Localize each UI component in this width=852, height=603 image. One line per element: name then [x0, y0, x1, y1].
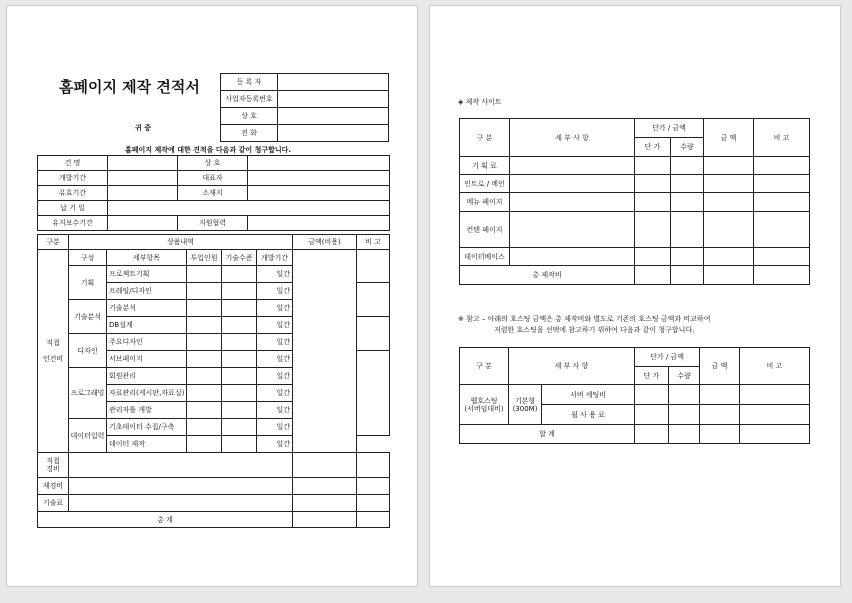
period-cell[interactable]: 일간 — [257, 419, 293, 436]
header-amount: 금액(비용) — [293, 235, 357, 250]
price-cell[interactable] — [635, 212, 671, 248]
header-remarks: 비 고 — [754, 119, 810, 157]
staff-cell[interactable] — [187, 351, 222, 368]
item-label: 관리자툴 개발 — [107, 402, 187, 419]
amount-cell[interactable] — [704, 157, 754, 175]
price-cell[interactable] — [635, 157, 671, 175]
group-label: 디자인 — [69, 334, 107, 368]
period-cell[interactable]: 일간 — [257, 385, 293, 402]
header-remarks: 비 고 — [357, 235, 390, 250]
detail-cell[interactable] — [510, 175, 635, 193]
detail-cell[interactable] — [510, 157, 635, 175]
info-value[interactable] — [248, 186, 390, 201]
supplier-value[interactable] — [278, 74, 389, 91]
hosting-item-label: 서버 세팅비 — [542, 385, 635, 405]
estimate-page-2 — [429, 5, 841, 587]
period-cell[interactable]: 일간 — [257, 402, 293, 419]
detail-cell[interactable] — [510, 212, 635, 248]
direct-expense-detail[interactable] — [69, 453, 293, 478]
qty-cell[interactable] — [671, 266, 704, 285]
detail-cell[interactable] — [510, 248, 635, 266]
remarks-cell[interactable] — [357, 495, 390, 512]
subheader-detail: 세부항목 — [107, 250, 187, 266]
amount-cell[interactable] — [704, 193, 754, 212]
row-label: 컨텐 페이지 — [460, 212, 510, 248]
skill-cell[interactable] — [222, 317, 257, 334]
amount-cell[interactable] — [704, 266, 754, 285]
supplier-field: 상 호 — [221, 108, 278, 125]
site-cost-table — [459, 118, 810, 285]
qty-cell[interactable] — [671, 212, 704, 248]
remarks-cell[interactable] — [754, 157, 810, 175]
qty-cell[interactable] — [669, 425, 700, 444]
info-value[interactable] — [108, 201, 390, 216]
amount-cell[interactable] — [700, 425, 740, 444]
header-quantity: 수량 — [671, 138, 704, 157]
header-category: 구분 — [38, 235, 69, 250]
qty-cell[interactable] — [671, 193, 704, 212]
amount-cell[interactable] — [704, 175, 754, 193]
remarks-cell[interactable] — [754, 175, 810, 193]
info-value[interactable] — [248, 156, 390, 171]
info-table — [37, 155, 390, 231]
item-label: 프레임/디자인 — [107, 283, 187, 300]
overhead-amount[interactable] — [293, 478, 357, 495]
staff-cell[interactable] — [187, 436, 222, 453]
staff-cell[interactable] — [187, 385, 222, 402]
remarks-cell[interactable] — [740, 425, 810, 444]
subheader-staff: 투입인원 — [187, 250, 222, 266]
item-label: 기술분석 — [107, 300, 187, 317]
detail-cell[interactable] — [510, 193, 635, 212]
remarks-cell[interactable] — [357, 317, 390, 351]
header-unit-amount: 단가 / 금액 — [635, 119, 704, 138]
item-label: 기초데이터 수집/구축 — [107, 419, 187, 436]
remarks-cell[interactable] — [357, 283, 390, 317]
info-label: 상 호 — [178, 156, 248, 171]
hosting-item-label: 월 사 용 료 — [542, 405, 635, 425]
direct-labor-amount[interactable] — [293, 250, 357, 453]
staff-cell[interactable] — [187, 419, 222, 436]
price-cell[interactable] — [635, 266, 671, 285]
overhead-label: 제경비 — [38, 478, 69, 495]
estimate-page-1 — [6, 5, 418, 587]
item-label: 프로젝트기획 — [107, 266, 187, 283]
header-unit-price: 단 가 — [635, 138, 671, 157]
info-label: 유효기간 — [38, 186, 108, 201]
period-cell[interactable]: 일간 — [257, 436, 293, 453]
info-value[interactable] — [108, 156, 178, 171]
remarks-cell[interactable] — [754, 248, 810, 266]
supplier-table — [220, 73, 389, 142]
hosting-total-label: 합 계 — [460, 425, 635, 444]
group-label: 기획 — [69, 266, 107, 300]
remarks-cell[interactable] — [357, 453, 390, 478]
skill-cell[interactable] — [222, 419, 257, 436]
staff-cell[interactable] — [187, 300, 222, 317]
subheader-skill: 기술수준 — [222, 250, 257, 266]
group-label: 기술분석 — [69, 300, 107, 334]
skill-cell[interactable] — [222, 402, 257, 419]
info-value[interactable] — [108, 216, 178, 231]
period-cell[interactable]: 일간 — [257, 300, 293, 317]
notice-text: 홈페이지 제작에 대한 견적을 다음과 같이 청구합니다. — [125, 146, 292, 154]
document-title: 홈페이지 제작 견적서 — [59, 78, 200, 96]
info-label: 납 기 일 — [38, 201, 108, 216]
section-title: ◈ 제작 사이트 — [458, 98, 502, 106]
period-cell[interactable]: 일간 — [257, 334, 293, 351]
cost-table — [37, 234, 390, 528]
tech-fee-amount[interactable] — [293, 495, 357, 512]
total-label: 총 계 — [38, 512, 293, 528]
remarks-cell[interactable] — [754, 212, 810, 248]
item-label: 자료관리(게시판,자료실) — [107, 385, 187, 402]
total-amount[interactable] — [293, 512, 357, 528]
staff-cell[interactable] — [187, 368, 222, 385]
remarks-cell[interactable] — [357, 478, 390, 495]
qty-cell[interactable] — [669, 385, 700, 405]
staff-cell[interactable] — [187, 334, 222, 351]
amount-cell[interactable] — [704, 212, 754, 248]
subheader-period: 개발기간 — [257, 250, 293, 266]
price-cell[interactable] — [635, 175, 671, 193]
skill-cell[interactable] — [222, 300, 257, 317]
staff-cell[interactable] — [187, 283, 222, 300]
header-unit-price: 단 가 — [635, 367, 669, 385]
skill-cell[interactable] — [222, 266, 257, 283]
tech-fee-label: 기술료 — [38, 495, 69, 512]
price-cell[interactable] — [635, 385, 669, 405]
header-detail: 세 부 사 항 — [510, 119, 635, 157]
header-unit-amount: 단가 / 금액 — [635, 348, 700, 367]
group-label: 데이터입력 — [69, 419, 107, 453]
amount-cell[interactable] — [700, 385, 740, 405]
period-cell[interactable]: 일간 — [257, 266, 293, 283]
header-detail: 세 부 사 항 — [509, 348, 635, 385]
skill-cell[interactable] — [222, 283, 257, 300]
hosting-group-label: 웹호스팅 (서버임대비) — [460, 385, 509, 425]
supplier-value[interactable] — [278, 91, 389, 108]
remarks-cell[interactable] — [740, 385, 810, 405]
header-category: 구 분 — [460, 119, 510, 157]
supplier-field: 등 록 자 — [221, 74, 278, 91]
header-amount: 금 액 — [704, 119, 754, 157]
supplier-field: 사업자등록번호 — [221, 91, 278, 108]
skill-cell[interactable] — [222, 334, 257, 351]
remarks-cell[interactable] — [357, 512, 390, 528]
staff-cell[interactable] — [187, 266, 222, 283]
info-label: 유지보수기간 — [38, 216, 108, 231]
supplier-value[interactable] — [278, 108, 389, 125]
row-label: 데이터베이스 — [460, 248, 510, 266]
remarks-cell[interactable] — [754, 266, 810, 285]
staff-cell[interactable] — [187, 402, 222, 419]
header-quantity: 수량 — [669, 367, 700, 385]
row-label: 인트로 / 메인 — [460, 175, 510, 193]
remarks-cell[interactable] — [754, 193, 810, 212]
info-label: 소재지 — [178, 186, 248, 201]
info-value[interactable] — [248, 216, 390, 231]
period-cell[interactable]: 일간 — [257, 368, 293, 385]
subheader-composition: 구성 — [69, 250, 107, 266]
period-cell[interactable]: 일간 — [257, 351, 293, 368]
note-line-2: 저렴한 호스팅을 선택에 참고하기 위하여 다음과 같이 청구합니다. — [494, 326, 695, 334]
qty-cell[interactable] — [671, 175, 704, 193]
recipient-label: 귀 중 — [135, 124, 151, 132]
tech-fee-detail[interactable] — [69, 495, 293, 512]
item-label: 회원관리 — [107, 368, 187, 385]
remarks-cell[interactable] — [357, 351, 390, 436]
period-cell[interactable]: 일간 — [257, 283, 293, 300]
row-label: 기 획 료 — [460, 157, 510, 175]
skill-cell[interactable] — [222, 351, 257, 368]
staff-cell[interactable] — [187, 317, 222, 334]
header-amount: 금 액 — [700, 348, 740, 385]
header-remarks: 비 고 — [740, 348, 810, 385]
remarks-cell[interactable] — [740, 405, 810, 425]
row-label: 메뉴 페이지 — [460, 193, 510, 212]
overhead-detail[interactable] — [69, 478, 293, 495]
header-category: 구 분 — [460, 348, 509, 385]
amount-cell[interactable] — [704, 248, 754, 266]
qty-cell[interactable] — [671, 248, 704, 266]
direct-labor-label: 직접 인건비 — [38, 250, 69, 453]
info-value[interactable] — [108, 186, 178, 201]
info-label: 개발기간 — [38, 171, 108, 186]
info-label: 대표자 — [178, 171, 248, 186]
price-cell[interactable] — [635, 425, 669, 444]
group-label: 프로그래밍 — [69, 368, 107, 419]
hosting-plan-label: 기본형 (300M) — [509, 385, 542, 425]
qty-cell[interactable] — [671, 157, 704, 175]
amount-cell[interactable] — [700, 405, 740, 425]
total-label: 총 제작비 — [460, 266, 635, 285]
hosting-table — [459, 347, 810, 444]
qty-cell[interactable] — [669, 405, 700, 425]
price-cell[interactable] — [635, 405, 669, 425]
item-label: 주요디자인 — [107, 334, 187, 351]
period-cell[interactable]: 일간 — [257, 317, 293, 334]
info-value[interactable] — [248, 171, 390, 186]
item-label: 데이터 제작 — [107, 436, 187, 453]
skill-cell[interactable] — [222, 368, 257, 385]
price-cell[interactable] — [635, 248, 671, 266]
price-cell[interactable] — [635, 193, 671, 212]
info-value[interactable] — [108, 171, 178, 186]
supplier-field: 전 화 — [221, 125, 278, 142]
skill-cell[interactable] — [222, 385, 257, 402]
supplier-value[interactable] — [278, 125, 389, 142]
header-product: 상품내역 — [69, 235, 293, 250]
skill-cell[interactable] — [222, 436, 257, 453]
info-label: 건 명 — [38, 156, 108, 171]
direct-expense-label: 직접 경비 — [38, 453, 69, 478]
item-label: 서브페이지 — [107, 351, 187, 368]
note-line-1: ※ 참고 – 아래의 호스팅 금액은 총 제작비와 별도로 기존의 호스팅 금액과 비교하여 — [458, 315, 711, 323]
direct-expense-amount[interactable] — [293, 453, 357, 478]
item-label: DB설계 — [107, 317, 187, 334]
remarks-cell[interactable] — [357, 250, 390, 283]
info-label: 지원협력 — [178, 216, 248, 231]
